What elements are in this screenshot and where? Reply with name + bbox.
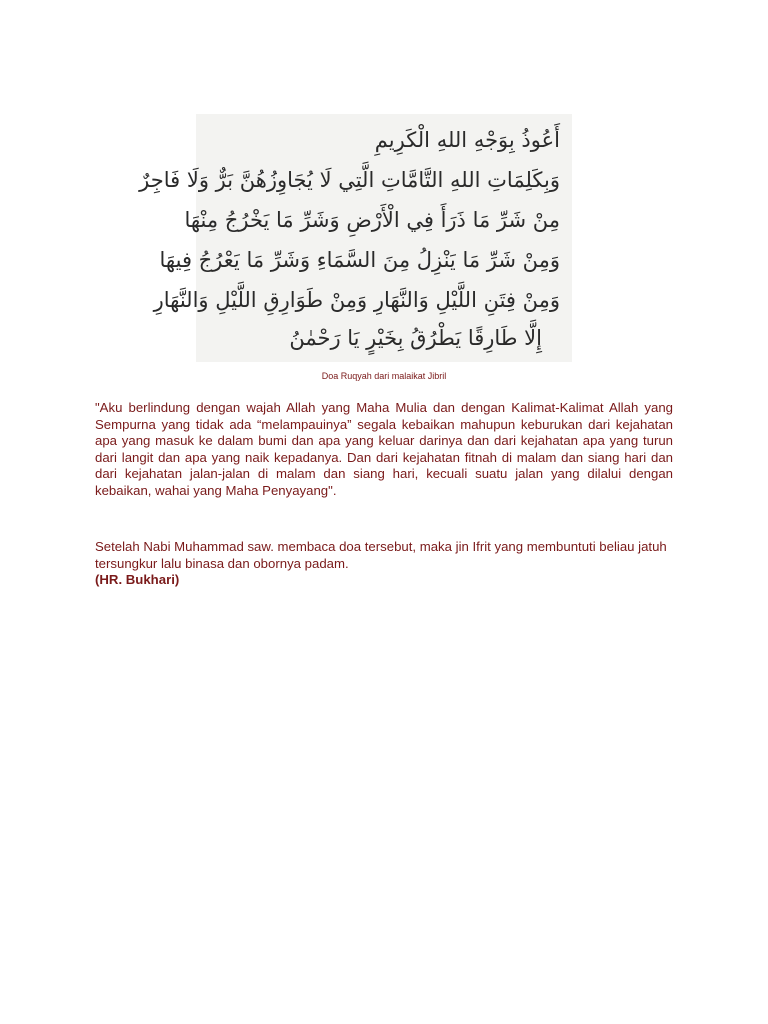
arabic-line-4: وَمِنْ شَرِّ مَا يَنْزِلُ مِنَ السَّمَاءِ وَشَرِّ مَا يَعْرُجُ فِيهَا bbox=[159, 248, 560, 272]
arabic-line-2: وَبِكَلِمَاتِ اللهِ التَّامَّاتِ الَّتِي لَا يُجَاوِزُهُنَّ بَرٌّ وَلَا فَاجِرٌ bbox=[139, 168, 560, 192]
hadith-source: (HR. Bukhari) bbox=[95, 572, 180, 587]
arabic-line-6: إِلَّا طَارِقًا يَطْرُقُ بِخَيْرٍ يَا رَحْمٰنُ bbox=[289, 326, 542, 350]
arabic-line-5: وَمِنْ فِتَنِ اللَّيْلِ وَالنَّهَارِ وَمِنْ طَوَارِقِ اللَّيْلِ وَالنَّهَارِ bbox=[153, 288, 560, 312]
arabic-prayer-image bbox=[139, 114, 572, 362]
narrative-paragraph: Setelah Nabi Muhammad saw. membaca doa tersebut, maka jin Ifrit yang membuntuti beliau jatuh tersungkur lalu binasa dan obornya padam. bbox=[95, 539, 667, 571]
image-caption: Doa Ruqyah dari malaikat Jibril bbox=[321, 371, 447, 381]
arabic-line-3: مِنْ شَرِّ مَا ذَرَأَ فِي الْأَرْضِ وَشَرِّ مَا يَخْرُجُ مِنْهَا bbox=[184, 208, 560, 232]
translation-paragraph: "Aku berlindung dengan wajah Allah yang Maha Mulia dan dengan Kalimat-Kalimat Allah yang Sempurna yang tidak ada “melampauinya” segala kebaikan mahupun keburukan dari kejahatan apa yang masuk ke dalam bumi dan apa yang keluar darinya dan dari kejahatan apa yang turun dari langit dan apa yang naik kepadanya. Dan dari kejahatan fitnah di malam dan siang hari dan dari kejahatan jalan-jalan di malam dan siang hari, kecuali suatu jalan yang dilalui dengan kebaikan, wahai yang Maha Penyayang". bbox=[95, 400, 673, 498]
arabic-line-1: أَعُوذُ بِوَجْهِ اللهِ الْكَرِيمِ bbox=[374, 128, 560, 152]
